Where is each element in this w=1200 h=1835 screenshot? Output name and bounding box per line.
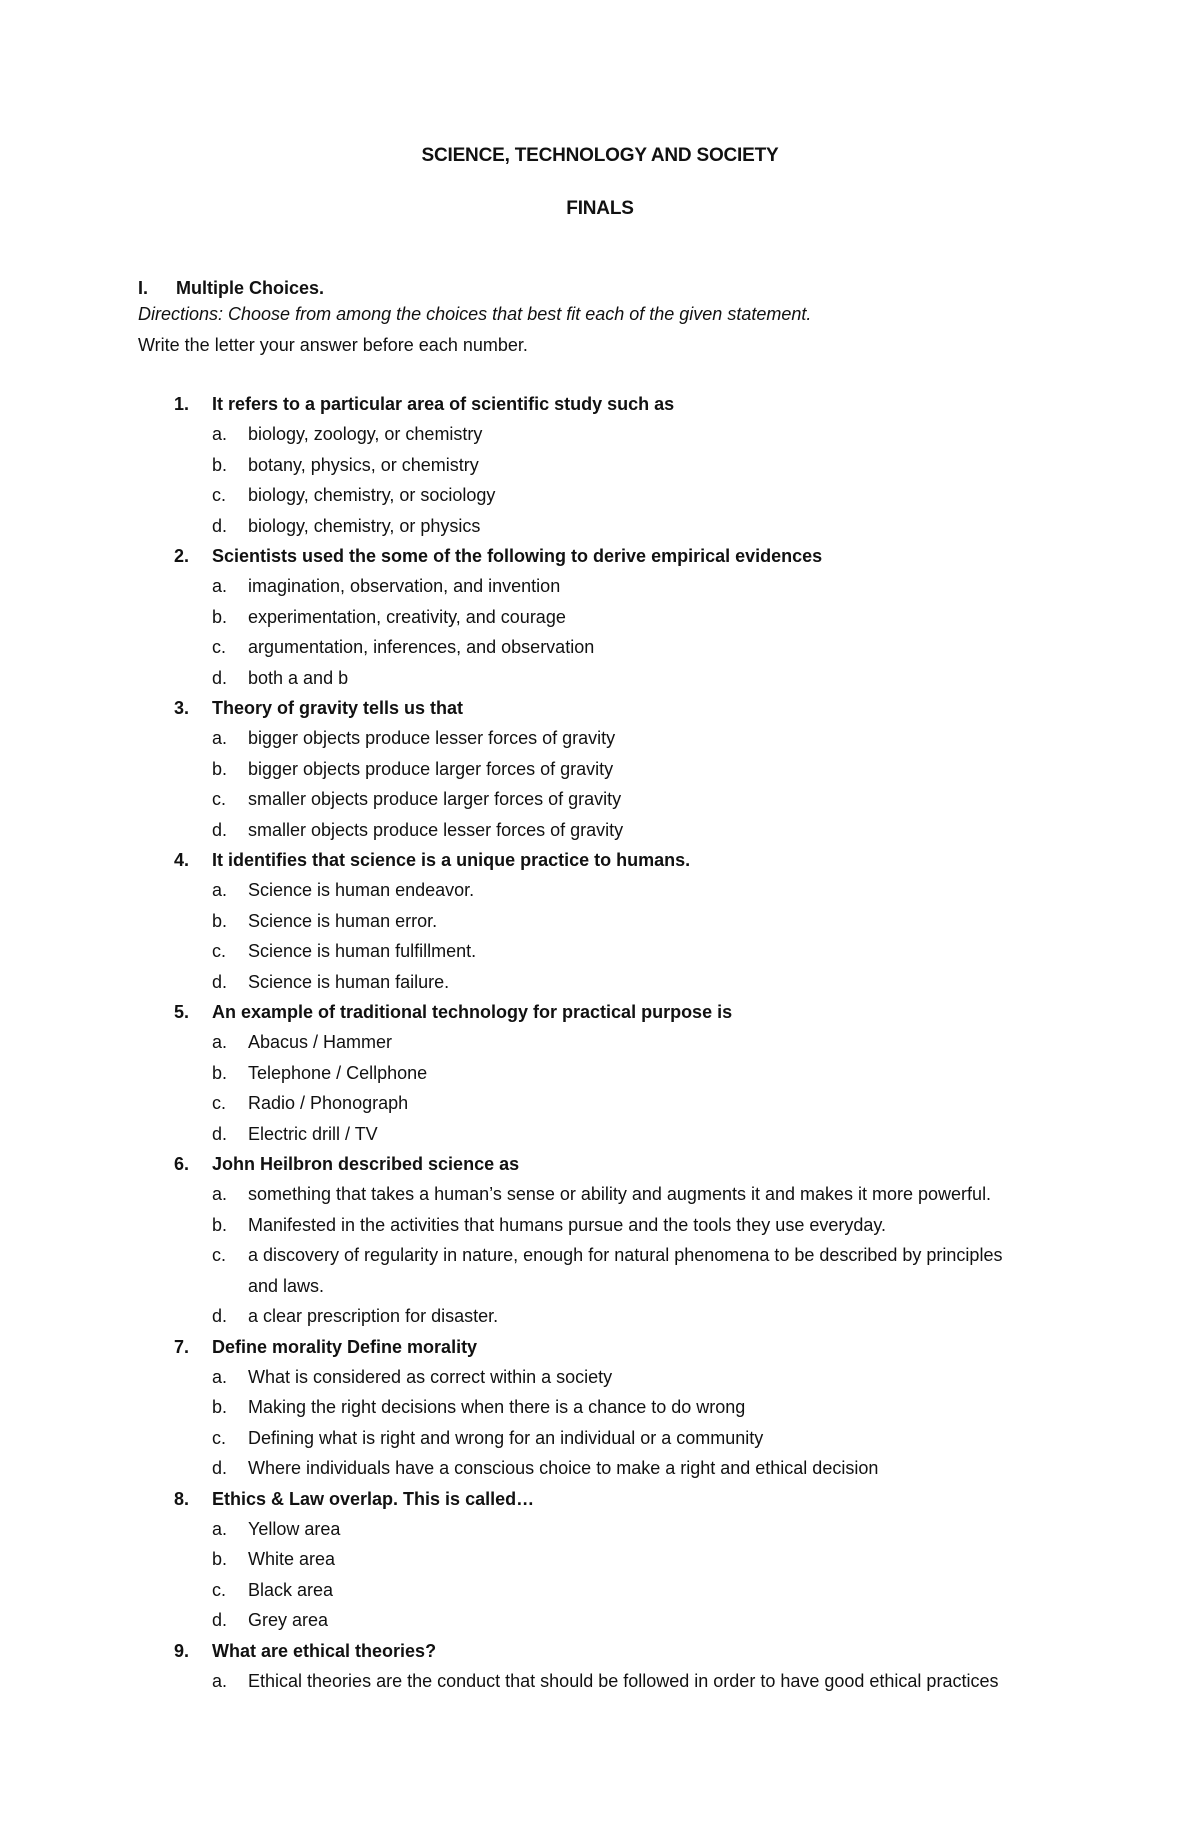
choice-letter: b. [212, 1549, 228, 1570]
choice-letter: c. [212, 1093, 227, 1114]
instruction-text: Write the letter your answer before each number. [138, 335, 528, 355]
choice-letter: b. [212, 606, 228, 627]
choice-text: biology, chemistry, or sociology [248, 485, 496, 506]
choice-text: bigger objects produce lesser forces of gravity [248, 728, 616, 749]
choice-text: smaller objects produce larger forces of gravity [248, 789, 622, 810]
choice-letter: a. [212, 424, 228, 445]
choice-letter: d. [212, 515, 228, 536]
choice-letter: a. [212, 1518, 228, 1539]
document-subtitle: FINALS [566, 198, 634, 219]
choice-list [0, 419, 1200, 541]
choice-text: a discovery of regularity in nature, enough for natural phenomena to be described by principles and laws. [248, 1245, 1003, 1296]
choice-item [0, 1453, 1200, 1483]
choice-text: botany, physics, or chemistry [248, 454, 479, 475]
choice-item [0, 571, 1200, 601]
choice-letter: c. [212, 1579, 227, 1600]
question-1 [0, 389, 1200, 541]
choice-item [0, 875, 1200, 905]
question-number: 2. [174, 546, 190, 567]
question-text: It refers to a particular area of scientific study such as [212, 394, 675, 414]
question-6 [0, 1149, 1200, 1331]
question-text: Scientists used the some of the following to derive empirical evidences [212, 546, 823, 567]
choice-item [0, 1027, 1200, 1057]
choice-text: Defining what is right and wrong for an individual or a community [248, 1427, 764, 1448]
choice-text: something that takes a human’s sense or ability and augments it and makes it more powerful. [248, 1184, 992, 1205]
choice-text: Radio / Phonograph [248, 1093, 409, 1114]
choice-item [0, 1392, 1200, 1422]
question-text: Define morality Define morality [212, 1336, 478, 1357]
choice-text: Science is human error. [248, 910, 438, 931]
choice-text: Manifested in the activities that humans pursue and the tools they use everyday. [248, 1214, 887, 1235]
choice-letter: b. [212, 1214, 228, 1235]
choice-letter: b. [212, 758, 228, 779]
choice-letter: a. [212, 1032, 228, 1053]
choice-list [0, 571, 1200, 693]
question-text: It identifies that science is a unique practice to humans. [212, 850, 691, 871]
choice-item [0, 906, 1200, 936]
choice-item [0, 632, 1200, 662]
section-number: I. [138, 278, 149, 298]
question-header [0, 541, 1200, 571]
choice-letter: d. [212, 971, 228, 992]
choice-item [0, 1210, 1200, 1240]
choice-text: both a and b [248, 667, 349, 688]
choice-list [0, 1362, 1200, 1484]
choice-letter: d. [212, 1458, 228, 1479]
choice-list [0, 875, 1200, 997]
choice-letter: a. [212, 1366, 228, 1387]
choice-letter: a. [212, 1670, 228, 1691]
choice-item [0, 419, 1200, 449]
choice-text: Yellow area [248, 1518, 341, 1539]
choice-item [0, 1423, 1200, 1453]
question-header [0, 693, 1200, 723]
choice-item [0, 1301, 1200, 1331]
choice-letter: b. [212, 1397, 228, 1418]
choice-letter: a. [212, 576, 228, 597]
question-text: An example of traditional technology for practical purpose is [212, 1002, 733, 1023]
choice-list [0, 723, 1200, 845]
choice-letter: a. [212, 1184, 228, 1205]
question-5 [0, 997, 1200, 1149]
question-list [0, 389, 1200, 1696]
question-text: What are ethical theories? [212, 1640, 437, 1661]
choice-item [0, 1119, 1200, 1149]
choice-item [0, 1666, 1200, 1696]
question-3 [0, 693, 1200, 845]
choice-letter: c. [212, 1427, 227, 1448]
question-8 [0, 1484, 1200, 1636]
choice-item [0, 967, 1200, 997]
choice-text: Telephone / Cellphone [248, 1062, 428, 1083]
question-text: Ethics & Law overlap. This is called… [212, 1488, 535, 1509]
choice-text: argumentation, inferences, and observation [248, 637, 595, 658]
choice-item [0, 1362, 1200, 1392]
question-number: 7. [174, 1336, 190, 1357]
question-number: 6. [174, 1154, 190, 1175]
choice-text: experimentation, creativity, and courage [248, 606, 566, 627]
question-7 [0, 1332, 1200, 1484]
section-title: Multiple Choices. [176, 278, 325, 298]
directions-text: Directions: Choose from among the choices that best fit each of the given statement. [138, 304, 812, 324]
question-2 [0, 541, 1200, 693]
question-header [0, 1149, 1200, 1179]
choice-list [0, 1179, 1200, 1331]
choice-text: Ethical theories are the conduct that should be followed in order to have good ethical practices [248, 1670, 999, 1691]
choice-letter: a. [212, 728, 228, 749]
choice-item [0, 1514, 1200, 1544]
choice-item [0, 450, 1200, 480]
choice-item [0, 1240, 1200, 1301]
choice-item [0, 936, 1200, 966]
choice-text: a clear prescription for disaster. [248, 1306, 499, 1327]
question-header [0, 1484, 1200, 1514]
choice-text: Science is human endeavor. [248, 880, 475, 901]
choice-letter: b. [212, 454, 228, 475]
choice-text: biology, chemistry, or physics [248, 515, 481, 536]
choice-text: Science is human failure. [248, 971, 450, 992]
question-number: 4. [174, 850, 190, 871]
choice-letter: d. [212, 1306, 228, 1327]
choice-item [0, 1575, 1200, 1605]
choice-item [0, 784, 1200, 814]
question-header [0, 1636, 1200, 1666]
choice-text: smaller objects produce lesser forces of gravity [248, 819, 624, 840]
choice-text: Where individuals have a conscious choice to make a right and ethical decision [248, 1458, 879, 1479]
choice-text: biology, zoology, or chemistry [248, 424, 483, 445]
question-4 [0, 845, 1200, 997]
choice-text: Grey area [248, 1610, 329, 1631]
choice-letter: d. [212, 1123, 228, 1144]
choice-text: What is considered as correct within a society [248, 1366, 613, 1387]
choice-item [0, 1544, 1200, 1574]
choice-item [0, 1058, 1200, 1088]
question-number: 3. [174, 698, 190, 719]
question-number: 1. [174, 394, 190, 414]
choice-text: bigger objects produce larger forces of gravity [248, 758, 614, 779]
document-title: SCIENCE, TECHNOLOGY AND SOCIETY [421, 145, 779, 166]
choice-text: Science is human fulfillment. [248, 941, 477, 962]
choice-item [0, 1088, 1200, 1118]
choice-list [0, 1666, 1200, 1696]
choice-text: imagination, observation, and invention [248, 576, 561, 597]
question-text: John Heilbron described science as [212, 1154, 520, 1175]
choice-text: Abacus / Hammer [248, 1032, 393, 1053]
choice-letter: c. [212, 637, 227, 658]
choice-item [0, 723, 1200, 753]
section-heading [138, 278, 324, 299]
choice-list [0, 1027, 1200, 1149]
choice-letter: d. [212, 667, 228, 688]
choice-item [0, 754, 1200, 784]
choice-item [0, 511, 1200, 541]
choice-item [0, 602, 1200, 632]
choice-letter: d. [212, 819, 228, 840]
question-number: 9. [174, 1640, 190, 1661]
choice-text: White area [248, 1549, 336, 1570]
choice-text: Black area [248, 1579, 334, 1600]
choice-text: Electric drill / TV [248, 1123, 378, 1144]
choice-text: Making the right decisions when there is a chance to do wrong [248, 1397, 746, 1418]
choice-letter: c. [212, 1245, 227, 1266]
choice-item [0, 815, 1200, 845]
question-9 [0, 1636, 1200, 1697]
choice-item [0, 663, 1200, 693]
question-header [0, 845, 1200, 875]
question-number: 8. [174, 1488, 190, 1509]
choice-letter: b. [212, 910, 228, 931]
choice-item [0, 480, 1200, 510]
question-text: Theory of gravity tells us that [212, 698, 464, 719]
choice-list [0, 1514, 1200, 1636]
question-header [0, 997, 1200, 1027]
question-header [0, 389, 1200, 419]
choice-item [0, 1605, 1200, 1635]
choice-item [0, 1179, 1200, 1209]
choice-letter: b. [212, 1062, 228, 1083]
choice-letter: c. [212, 485, 227, 506]
choice-letter: d. [212, 1610, 228, 1631]
question-number: 5. [174, 1002, 190, 1023]
choice-letter: c. [212, 941, 227, 962]
question-header [0, 1332, 1200, 1362]
choice-letter: c. [212, 789, 227, 810]
choice-letter: a. [212, 880, 228, 901]
